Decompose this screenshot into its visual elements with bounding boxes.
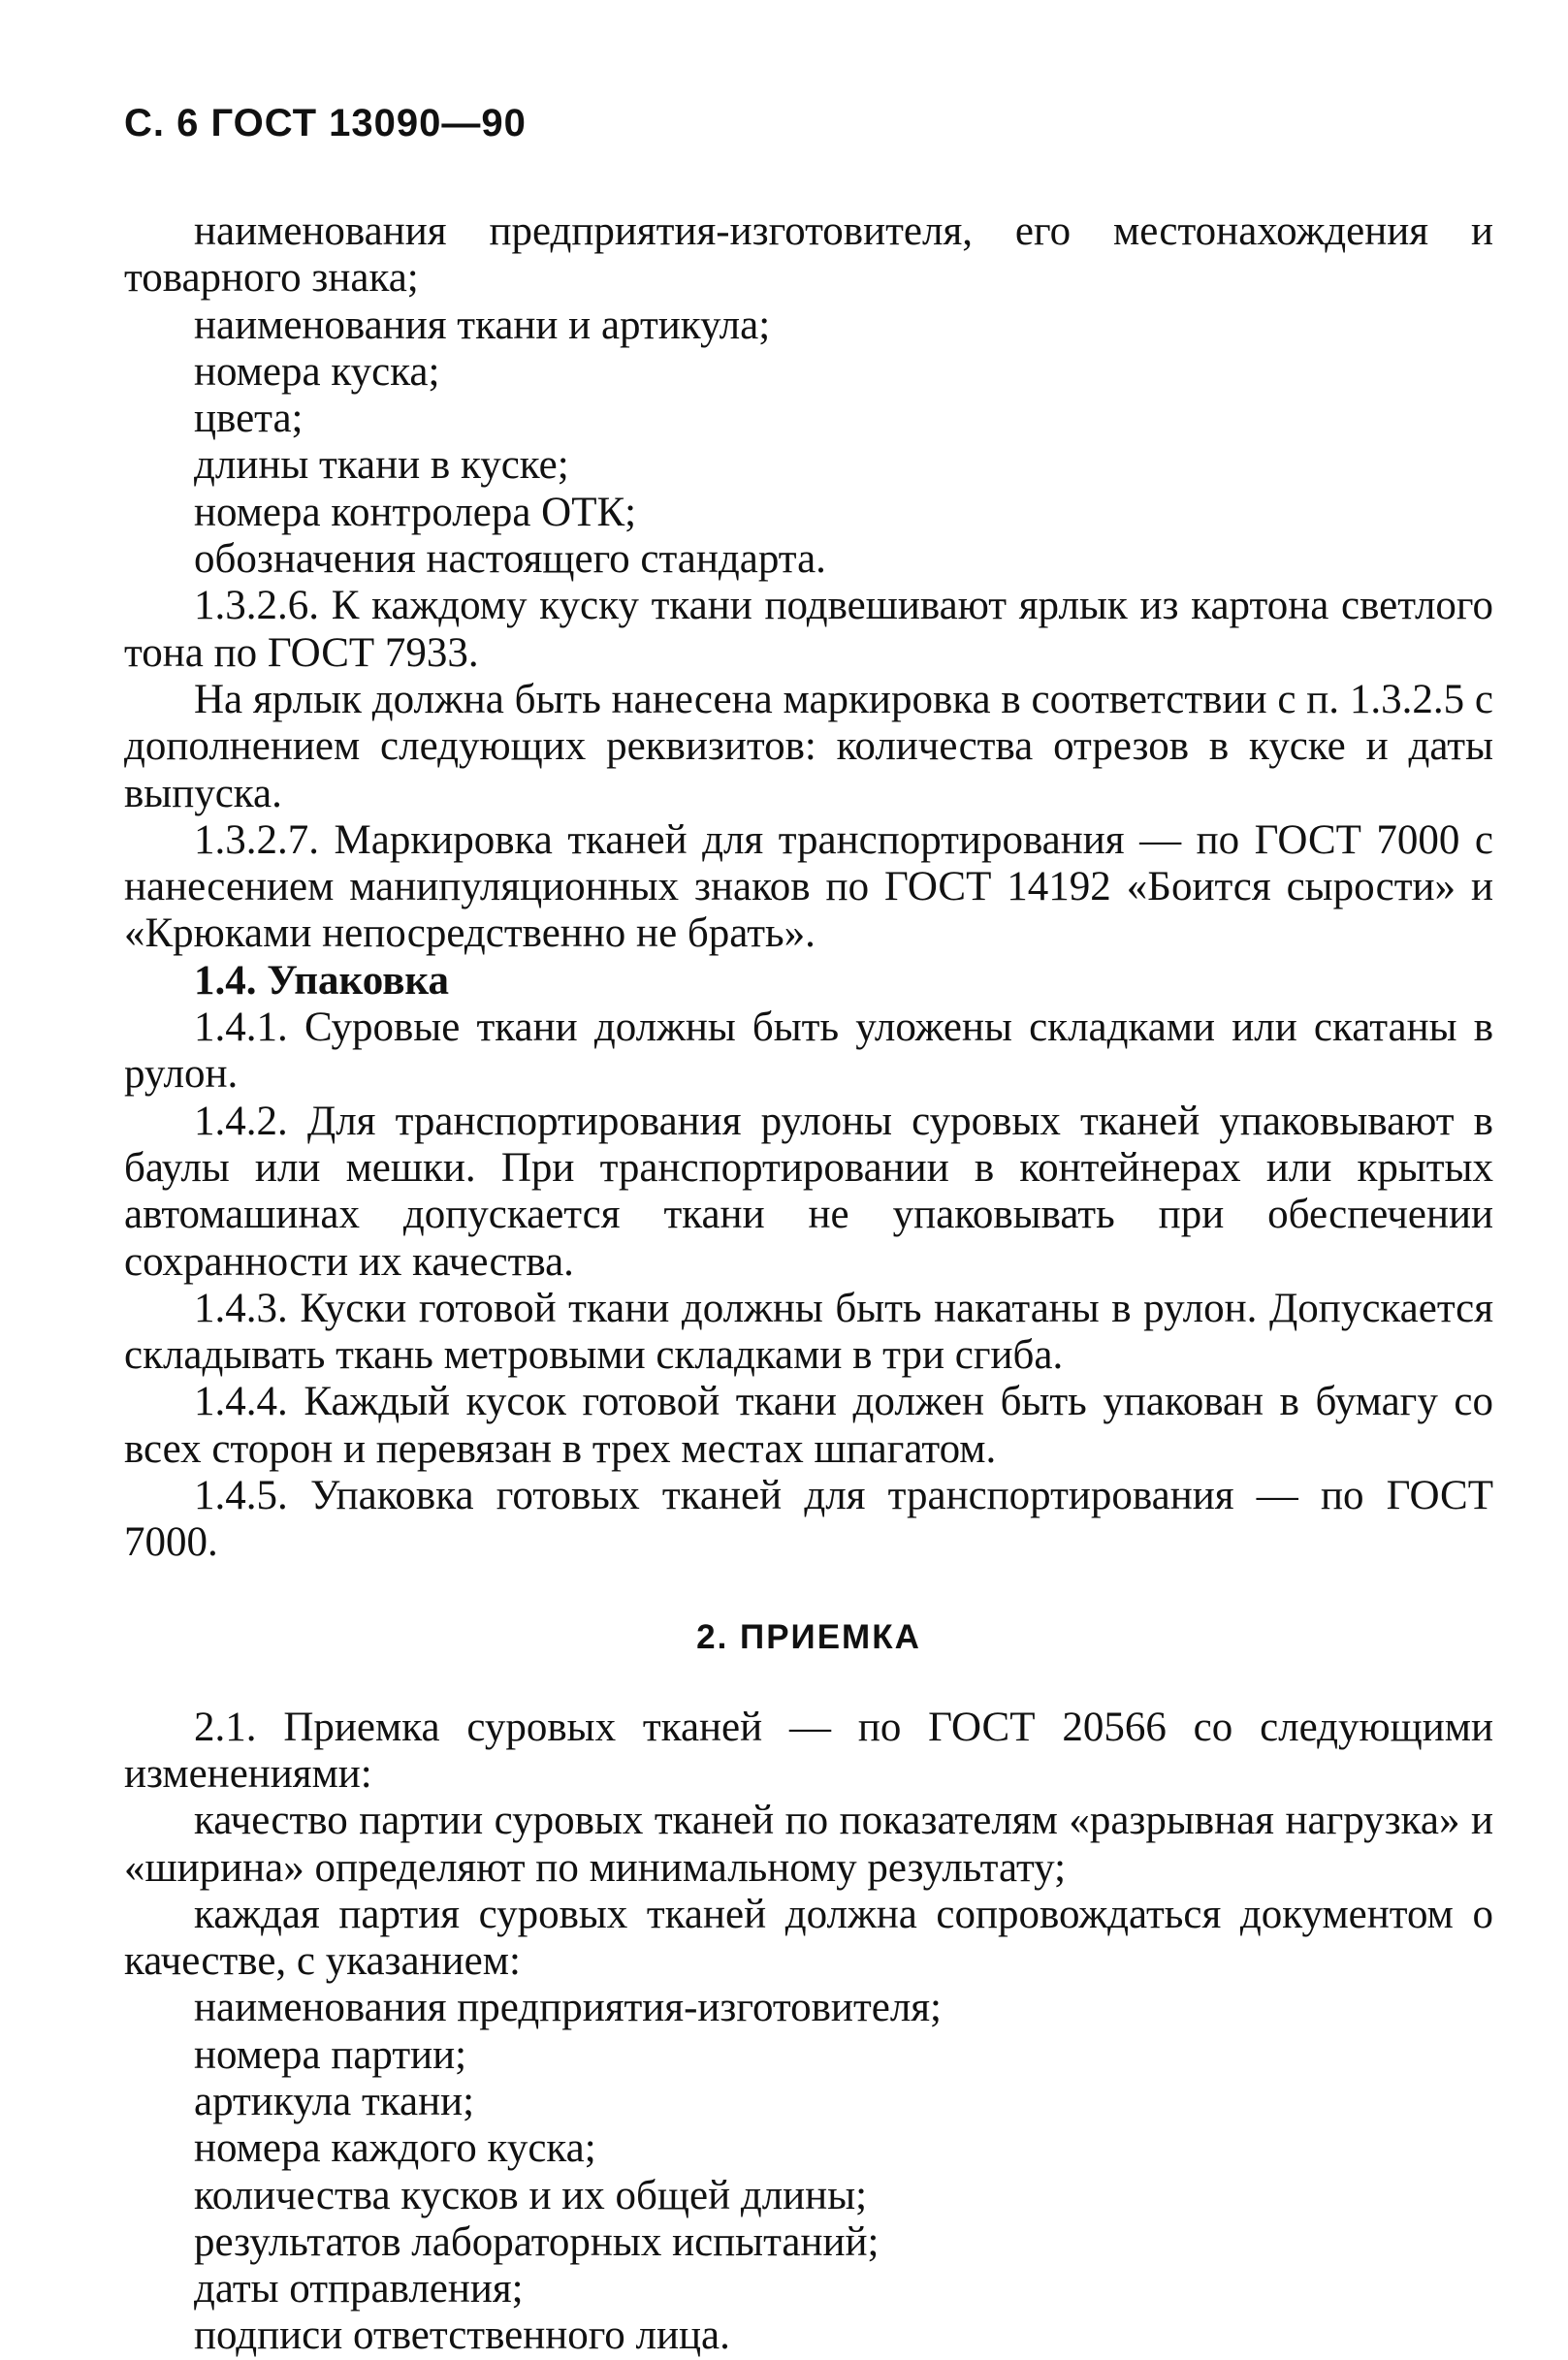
section-title-acceptance: 2. ПРИЕМКА — [696, 1617, 921, 1656]
paragraph: качество партии суровых тканей по показателям «разрывная нагрузка» и «ширина» определяют по минимальному результату; — [124, 1798, 1493, 1891]
paragraph: цвета; — [194, 396, 304, 442]
clause-1-3-2-7: 1.3.2.7. Маркировка тканей для транспортирования — по ГОСТ 7000 с нанесением манипуляционных знаков по ГОСТ 14192 «Боится сырости» и «Крюками непосредственно не брать». — [124, 816, 1493, 957]
list-item: артикула ткани; — [194, 2078, 475, 2124]
paragraph: наименования ткани и артикула; — [194, 302, 771, 348]
clause-1-4-1: 1.4.1. Суровые ткани должны быть уложены складками или скатаны в рулон. — [124, 1005, 1493, 1098]
document-page — [124, 102, 1493, 2360]
paragraph: На ярлык должна быть нанесена маркировка в соответствии с п. 1.3.2.5 с дополнением следующих реквизитов: количества отрезов в куске и даты выпуска. — [124, 676, 1493, 816]
list-item: номера партии; — [194, 2031, 467, 2078]
paragraph: обозначения настоящего стандарта. — [194, 536, 826, 583]
clause-2-1: 2.1. Приемка суровых тканей — по ГОСТ 20566 со следующими изменениями: — [124, 1704, 1493, 1797]
list-item: подписи ответственного лица. — [194, 2312, 730, 2359]
list-item: номера каждого куска; — [194, 2125, 596, 2172]
paragraph: каждая партия суровых тканей должна сопровождаться документом о качестве, с указанием: — [124, 1891, 1493, 1985]
list-item: наименования предприятия-изготовителя; — [194, 1985, 942, 2031]
text-block-marking-packaging — [124, 208, 1493, 1567]
clause-1-4-2: 1.4.2. Для транспортирования рулоны суровых тканей упаковывают в баулы или мешки. При транспортировании в контейнерах или крытых автомашинах допускается ткани не упаковывать при обеспечении сохранности их качества. — [124, 1098, 1493, 1285]
text-block-acceptance — [124, 1705, 1493, 2360]
paragraph: номера контролера ОТК; — [194, 489, 637, 535]
clause-1-4-3: 1.4.3. Куски готовой ткани должны быть накатаны в рулон. Допускается складывать ткань метровыми складками в три сгиба. — [124, 1285, 1493, 1379]
subsection-title-packaging: 1.4. Упаковка — [194, 957, 450, 1004]
list-item: количества кусков и их общей длины; — [194, 2172, 868, 2218]
clause-1-4-4: 1.4.4. Каждый кусок готовой ткани должен быть упакован в бумагу со всех сторон и перевязан в трех местах шпагатом. — [124, 1379, 1493, 1472]
clause-1-4-5: 1.4.5. Упаковка готовых тканей для транспортирования — по ГОСТ 7000. — [124, 1473, 1493, 1566]
paragraph: длины ткани в куске; — [194, 442, 569, 489]
paragraph: номера куска; — [194, 348, 440, 395]
page-header: С. 6 ГОСТ 13090—90 — [124, 102, 527, 144]
paragraph: наименования предприятия-изготовителя, его местонахождения и товарного знака; — [124, 208, 1493, 302]
list-item: результатов лабораторных испытаний; — [194, 2218, 880, 2265]
clause-1-3-2-6: 1.3.2.6. К каждому куску ткани подвешивают ярлык из картона светлого тона по ГОСТ 7933. — [124, 583, 1493, 676]
list-item: даты отправления; — [194, 2266, 524, 2312]
